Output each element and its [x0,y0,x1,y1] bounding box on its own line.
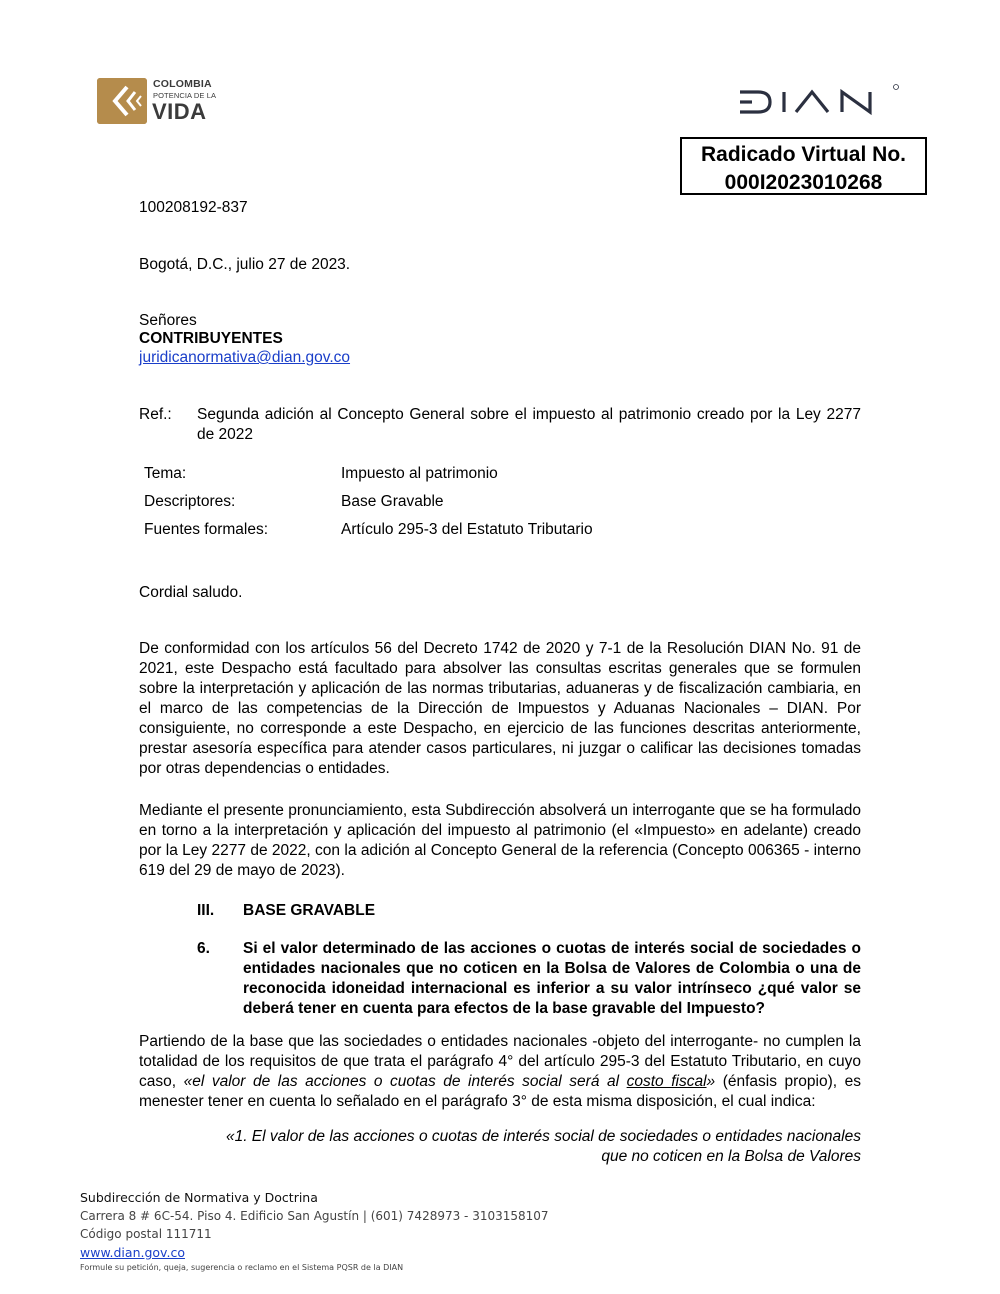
greeting: Cordial saludo. [139,584,243,601]
recipient-name: CONTRIBUYENTES [139,330,283,347]
question-number: 6. [197,940,210,957]
footer-pqsr: Formule su petición, queja, sugerencia o reclamo en el Sistema PQSR de la DIAN [80,1263,404,1272]
footer-address: Carrera 8 # 6C-54. Piso 4. Edificio San Agustín | (601) 7428973 - 3103158107 [80,1209,549,1223]
document-number: 100208192-837 [139,199,248,216]
logo-text-potencia: POTENCIA DE LA [153,91,217,100]
descriptor-label: Descriptores: [144,493,236,510]
footer-website-link[interactable]: www.dian.gov.co [80,1245,185,1260]
section-title: BASE GRAVABLE [243,902,376,919]
descriptor-label: Fuentes formales: [144,521,269,538]
footer-office: Subdirección de Normativa y Doctrina [80,1190,318,1205]
analysis-quote-emphasis: costo fiscal [626,1073,707,1090]
descriptor-label: Tema: [144,465,187,482]
analysis-quote: «el valor de las acciones o cuotas de interés social será al [183,1073,627,1090]
footer-postal: Código postal 111711 [80,1227,212,1241]
radicado-number: 000I2023010268 [724,171,883,194]
document-date: Bogotá, D.C., julio 27 de 2023. [139,256,351,273]
descriptor-value: Artículo 295-3 del Estatuto Tributario [341,521,593,538]
table-row [144,521,593,549]
analysis-text-end: (énfasis propio), es menester tener en cuenta lo señalado en el parágrafo 3° de esta misma disposición, el cual indica: [139,1073,862,1110]
analysis-quote-end: » [706,1073,716,1090]
table-row [144,493,593,521]
radicado-label: Radicado Virtual No. [701,143,906,166]
colombia-potencia-de-la-vida-logo [97,76,237,128]
table-row [144,465,593,493]
question-text: Si el valor determinado de las acciones o cuotas de interés social de sociedades o entidades nacionales que no coticen en la Bolsa de Valores de Colombia o una de reconocida idoneidad internacional es inferior a su valor intrínseco ¿qué valor se deberá tener en cuenta para efectos de la base gravable del Impuesto? [243,940,861,1017]
paragraph-analysis [139,1032,861,1112]
colombia-emblem-icon [97,78,147,124]
legal-quote [197,1127,861,1167]
descriptor-table [144,465,593,549]
legal-quote-line: «1. El valor de las acciones o cuotas de interés social de sociedades o entidades nacionales [225,1128,861,1145]
logo-text-vida: VIDA [152,99,207,124]
descriptor-value: Impuesto al patrimonio [341,465,498,482]
radicado-box [680,137,927,195]
paragraph-pronouncement: Mediante el presente pronunciamiento, esta Subdirección absolverá un interrogante que se ha formulado en torno a la interpretación y aplicación del impuesto al patrimonio (el «Impuesto» en adelante) creado por la Ley 2277 de 2022, con la adición al Concepto General de la referencia (Concepto 006365 - interno 619 del 29 de mayo de 2023). [139,802,861,879]
analysis-text: Partiendo de la base que las sociedades o entidades nacionales -objeto del interrogante- no cumplen la totalidad de los requisitos de que trata el parágrafo 4° del artículo 295-3 del Estatuto Tributario, en cuyo caso, [139,1033,861,1090]
paragraph-competence: De conformidad con los artículos 56 del Decreto 1742 de 2020 y 7-1 de la Resolución DIAN No. 91 de 2021, este Despacho está facultado para absolver las consultas escritas generales que se formulen sobre la interpretación y aplicación de las normas tributarias, aduaneras y de fiscalización cambiaria, en el marco de las competencias de la Dirección de Impuestos y Aduanas Nacionales – DIAN. Por consiguiente, no corresponde a este Despacho, en ejercicio de las funciones descritas anteriormente, prestar asesoría específica para atender casos particulares, ni juzgar o calificar las decisiones tomadas por otras dependencias o entidades. [139,640,861,777]
section-number: III. [197,902,215,919]
logo-text-colombia: COLOMBIA [153,78,212,90]
descriptor-value: Base Gravable [341,493,444,510]
recipient-email-link[interactable]: juridicanormativa@dian.gov.co [139,349,351,366]
dian-logo [736,82,906,122]
ref-text: Segunda adición al Concepto General sobre el impuesto al patrimonio creado por la Ley 2277 de 2022 [197,406,861,443]
legal-quote-line: que no coticen en la Bolsa de Valores [601,1148,861,1165]
ref-label: Ref.: [139,406,172,423]
recipient-salutation: Señores [139,312,197,329]
